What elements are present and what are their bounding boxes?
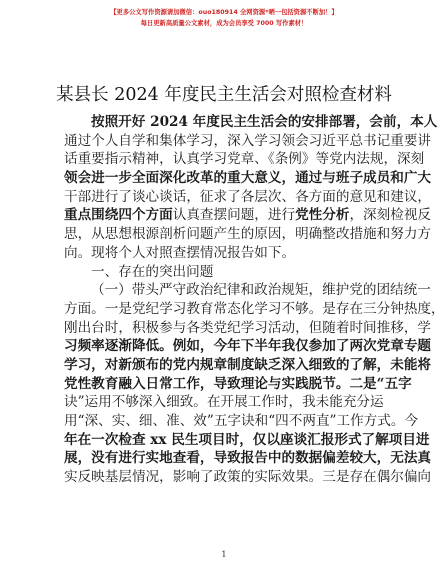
text-segment: 实反映基层情况，影响了政策的实际效果。三是存在偶尔偏向 <box>64 469 432 486</box>
body-line <box>64 150 425 169</box>
bold-text-segment: 重点围绕四个方面 <box>64 207 173 224</box>
body-line <box>64 244 388 263</box>
text-segment: 干部进行了谈心谈话，征求了各层次、各方面的意见和建议， <box>64 188 432 205</box>
text-segment: （一）带头严守政治纪律和政治规矩，维护党的团结统一 <box>91 282 431 299</box>
document-body <box>64 113 445 487</box>
body-line <box>64 132 432 151</box>
text-segment: 刚出台时，积极参与各类党纪学习活动，但随着时间推移，学 <box>64 319 432 336</box>
text-segment: 通过个人自学和集体学习，深入学习领会习近平总书记重要讲 <box>64 132 432 149</box>
body-line <box>64 319 432 338</box>
bold-text-segment: 年在一次检查 xx 民生项目时，仅以座谈汇报形式了解项目进 <box>64 431 430 448</box>
promo-banner-line-2: 每日更新高质量公文素材，成为会员享受 7000 写作素材！ <box>140 20 308 27</box>
body-line <box>64 300 445 319</box>
bold-text-segment: 通过与班子成员和广大 <box>295 170 432 187</box>
bold-text-segment: 展，没有进行实地查看，导致报告中的数据偏差较大，无法真 <box>64 450 432 467</box>
body-line <box>64 393 388 412</box>
text-segment: 向。现将个人对照查摆情况报告如下。 <box>64 244 296 261</box>
body-line <box>64 431 430 450</box>
body-line <box>64 188 432 207</box>
body-line <box>64 468 432 487</box>
bold-text-segment: 党性分析 <box>295 207 350 224</box>
bold-text-segment: 学习，对新颁布的党内规章制度缺乏深入细致的了解，未能将 <box>64 356 432 373</box>
page-number: 1 <box>221 550 227 560</box>
text-segment: 用“深、实、细、准、效”五字诀和“四不两直”工作方式。今 <box>64 413 419 429</box>
body-line <box>64 225 432 244</box>
text-segment: 诀”运用不够深入细致。在开展工作时，我未能充分运 <box>64 394 384 411</box>
promo-banner-line-1: 【更多公文写作资源请加微信：ouo180914 全网资源*晒一包括资源不断加！】 <box>110 9 338 16</box>
text-segment: 认真查摆问题，进行 <box>172 207 296 224</box>
body-line <box>64 169 432 188</box>
bold-text-segment: 领会进一步全面深化改革的重大意义， <box>64 170 296 187</box>
bold-text-segment: 按照开好 2024 年度民主生活会的安排部署，会前，本人 <box>91 114 438 130</box>
body-line <box>64 375 412 394</box>
body-line <box>64 113 438 132</box>
text-segment: 话重要指示精神，认真学习党章、《条例》等党内法规，深刻 <box>64 151 425 168</box>
document-title: 某县长 2024 年度民主生活会对照检查材料 <box>56 85 392 105</box>
body-line <box>64 356 432 375</box>
text-segment: ，深刻检视反 <box>349 207 432 224</box>
text-segment: 思，从思想根源剖析问题产生的原因，明确整改措施和努力方 <box>64 226 432 243</box>
body-line <box>64 337 432 356</box>
body-line <box>64 449 432 468</box>
bold-text-segment: 党性教育融入日常工作，导致理论与实践脱节。二是“五字 <box>64 375 412 392</box>
body-line <box>64 412 419 431</box>
body-line <box>64 281 431 300</box>
bold-text-segment: 习频率逐渐降低。例如，今年下半年我仅参加了两次党章专题 <box>64 338 432 355</box>
text-segment: 方面。一是党纪学习教育常态化学习不够。是存在三分钟热度， <box>64 300 445 317</box>
body-line <box>64 263 388 282</box>
body-line <box>64 206 432 225</box>
text-segment: 一、存在的突出问题 <box>91 263 214 280</box>
